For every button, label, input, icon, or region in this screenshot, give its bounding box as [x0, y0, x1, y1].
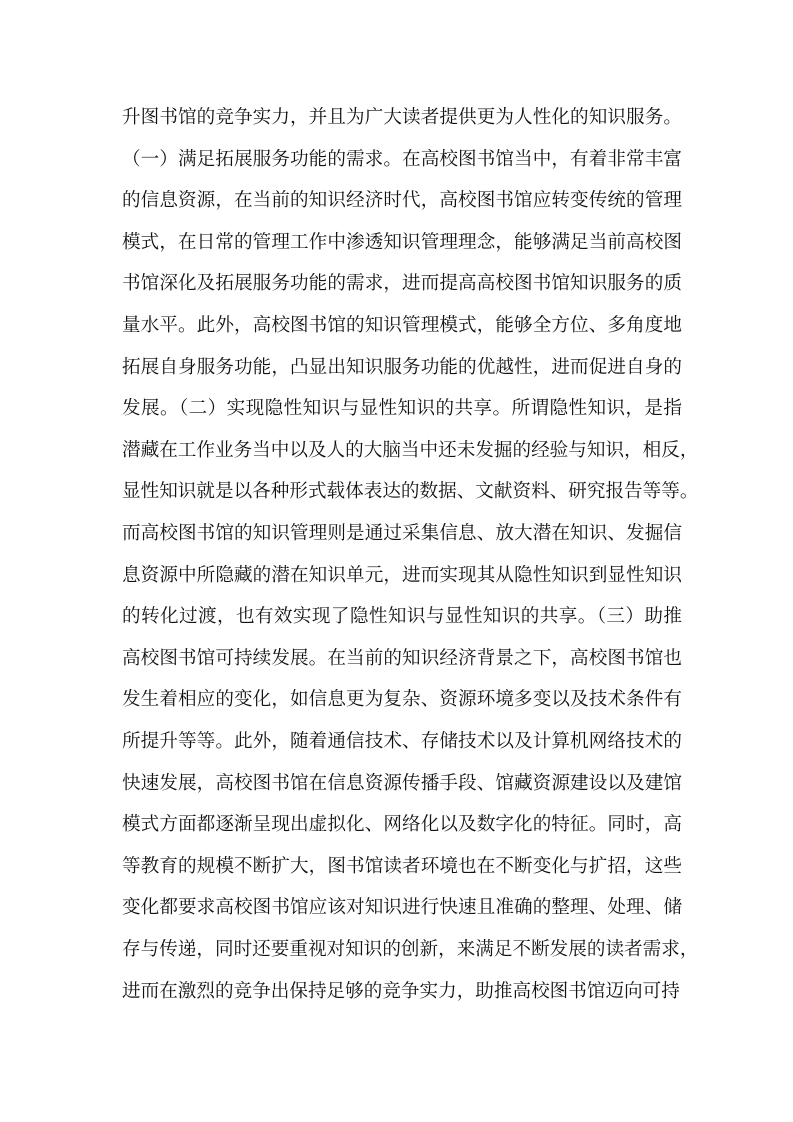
text-line: 所提升等等。此外，随着通信技术、存储技术以及计算机网络技术的	[122, 731, 682, 752]
text-line: （一）满足拓展服务功能的需求。在高校图书馆当中，有着非常丰富	[122, 149, 682, 170]
text-line: 发展。（二）实现隐性知识与显性知识的共享。所谓隐性知识，是指	[122, 398, 682, 419]
text-line: 高校图书馆可持续发展。在当前的知识经济背景之下，高校图书馆也	[122, 648, 682, 669]
text-line: 等教育的规模不断扩大，图书馆读者环境也在不断变化与扩招，这些	[122, 856, 682, 877]
text-line: 潜藏在工作业务当中以及人的大脑当中还未发掘的经验与知识，相反，	[122, 440, 699, 461]
text-line: 量水平。此外，高校图书馆的知识管理模式，能够全方位、多角度地	[122, 315, 682, 336]
text-line: 息资源中所隐藏的潜在知识单元，进而实现其从隐性知识到显性知识	[122, 565, 682, 586]
text-line: 模式，在日常的管理工作中渗透知识管理理念，能够满足当前高校图	[122, 232, 682, 253]
text-line: 进而在激烈的竞争出保持足够的竞争实力，助推高校图书馆迈向可持	[122, 981, 680, 1002]
text-line: 的转化过渡，也有效实现了隐性知识与显性知识的共享。（三）助推	[122, 606, 682, 627]
text-line: 的信息资源，在当前的知识经济时代，高校图书馆应转变传统的管理	[122, 190, 682, 211]
text-line: 快速发展，高校图书馆在信息资源传播手段、馆藏资源建设以及建馆	[122, 773, 682, 794]
text-line: 模式方面都逐渐呈现出虚拟化、网络化以及数字化的特征。同时，高	[122, 814, 682, 835]
text-line: 发生着相应的变化，如信息更为复杂、资源环境多变以及技术条件有	[122, 689, 682, 710]
text-line: 拓展自身服务功能，凸显出知识服务功能的优越性，进而促进自身的	[122, 357, 682, 378]
text-line: 显性知识就是以各种形式载体表达的数据、文献资料、研究报告等等。	[122, 481, 699, 502]
text-line: 存与传递，同时还要重视对知识的创新，来满足不断发展的读者需求，	[122, 939, 699, 960]
text-line: 升图书馆的竞争实力，并且为广大读者提供更为人性化的知识服务。	[122, 107, 682, 128]
text-line: 而高校图书馆的知识管理则是通过采集信息、放大潜在知识、发掘信	[122, 523, 682, 544]
text-line: 变化都要求高校图书馆应该对知识进行快速且准确的整理、处理、储	[122, 897, 682, 918]
text-line: 书馆深化及拓展服务功能的需求，进而提高高校图书馆知识服务的质	[122, 273, 682, 294]
